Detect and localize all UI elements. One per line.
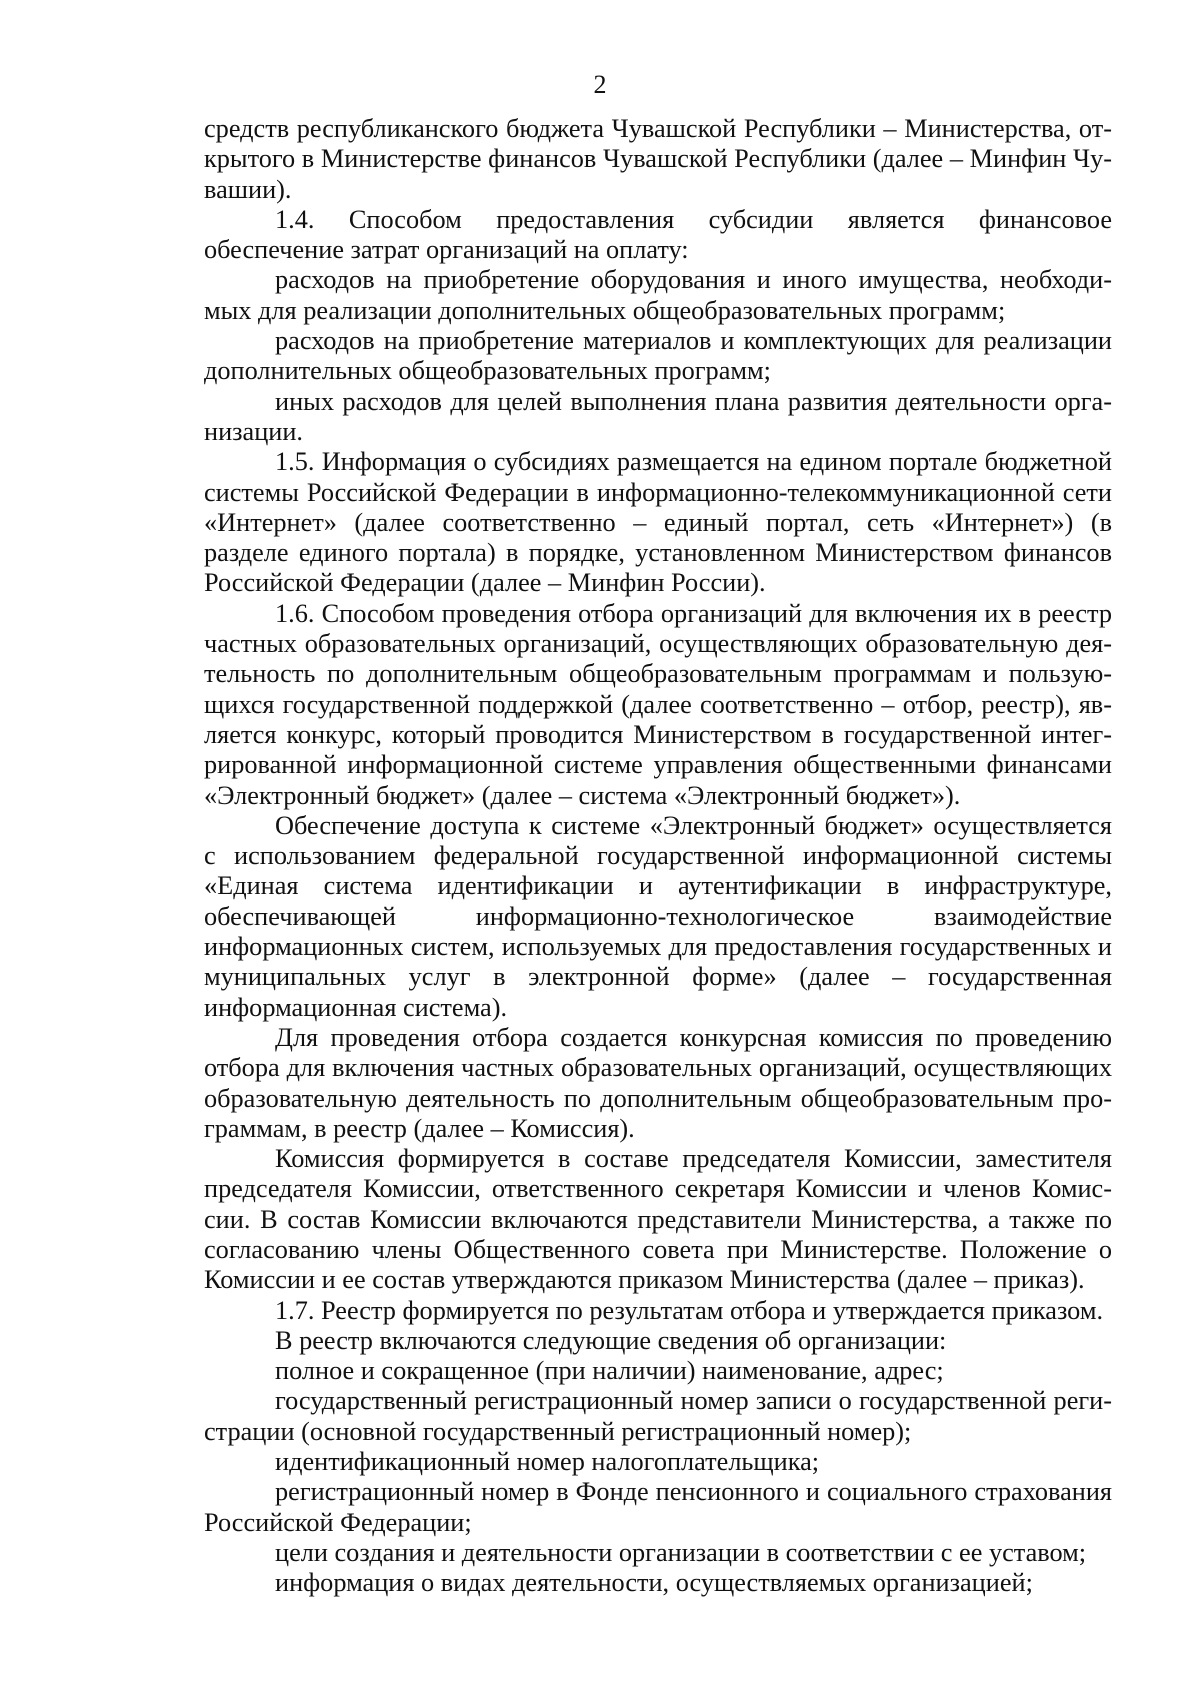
list-item-organization-name: полное и сокращенное (при наличии) наименование, адрес; — [275, 1356, 944, 1386]
list-item-activity-types: информация о видах деятельности, осуществляемых организацией; — [275, 1568, 1033, 1598]
list-item-other-expenses: иных расходов для целей выполнения плана развития деятельности организации. — [204, 386, 1112, 446]
paragraph-1-7-registry: 1.7. Реестр формируется по результатам отбора и утверждается приказом. — [275, 1295, 1104, 1325]
paragraph-1-6-selection-method: 1.6. Способом проведения отбора организаций для включения их в реестр частных образовательных организаций, осуществляющих образовательную деятельность по дополнительным общеобразовательным программам и пользующихся государственной поддержкой (далее соответственно – отбор, реестр), является конкурс, который проводится Министерством в государственной интегрированной информационной системе управления общественными финансами «Электронный бюджет» (далее – система «Электронный бюджет»). — [204, 598, 1112, 810]
paragraph-electronic-budget-access: Обеспечение доступа к системе «Электронный бюджет» осуществляется с использованием федеральной государственной информационной системы «Единая система идентификации и аутентификации в инфраструктуре, обеспечивающей информационно-технологическое взаимодействие информационных систем, используемых для предоставления государственных и муниципальных услуг в электронной форме» (далее – государственная информационная система). — [204, 810, 1112, 1022]
paragraph-registry-contents: В реестр включаются следующие сведения об организации: — [275, 1325, 947, 1355]
page-number: 2 — [593, 70, 607, 99]
list-item-equipment-expenses: расходов на приобретение оборудования и иного имущества, необходимых для реализации дополнительных общеобразовательных программ; — [204, 265, 1112, 325]
paragraph-commission-composition: Комиссия формируется в составе председателя Комиссии, заместителя председателя Комиссии, ответственного секретаря Комиссии и членов Комиссии. В состав Комиссии включаются представители Министерства, а также по согласованию члены Общественного совета при Министерстве. Положение о Комиссии и ее состав утверждаются приказом Министерства (далее – приказ). — [204, 1144, 1112, 1295]
list-item-organization-goals: цели создания и деятельности организации в соответствии с ее уставом; — [275, 1537, 1087, 1567]
document-body — [204, 114, 1112, 1599]
paragraph-1-4-subsidy-method: 1.4. Способом предоставления субсидии является финансовое обеспечение затрат организаций на оплату: — [204, 204, 1112, 265]
list-item-registration-number: государственный регистрационный номер записи о государственной регистрации (основной государственный регистрационный номер); — [204, 1386, 1112, 1446]
paragraph-commission-creation: Для проведения отбора создается конкурсная комиссия по проведению отбора для включения частных образовательных организаций, осуществляющих образовательную деятельность по дополнительным общеобразовательным программам, в реестр (далее – Комиссия). — [204, 1022, 1112, 1143]
list-item-pension-fund-number: регистрационный номер в Фонде пенсионного и социального страхования Российской Федерации; — [204, 1477, 1112, 1537]
paragraph-budget-account: средств республиканского бюджета Чувашской Республики – Министерства, открытого в Министерстве финансов Чувашской Республики (далее – Минфин Чувашии). — [204, 114, 1112, 204]
paragraph-1-5-subsidy-information: 1.5. Информация о субсидиях размещается на едином портале бюджетной системы Российской Федерации в информационно-телекоммуникационной сети «Интернет» (далее соответственно – единый портал, сеть «Интернет») (в разделе единого портала) в порядке, установленном Министерством финансов Российской Федерации (далее – Минфин России). — [204, 447, 1112, 598]
list-item-taxpayer-number: идентификационный номер налогоплательщика; — [275, 1447, 820, 1477]
list-item-materials-expenses: расходов на приобретение материалов и комплектующих для реализации дополнительных общеобразовательных программ; — [204, 326, 1112, 386]
